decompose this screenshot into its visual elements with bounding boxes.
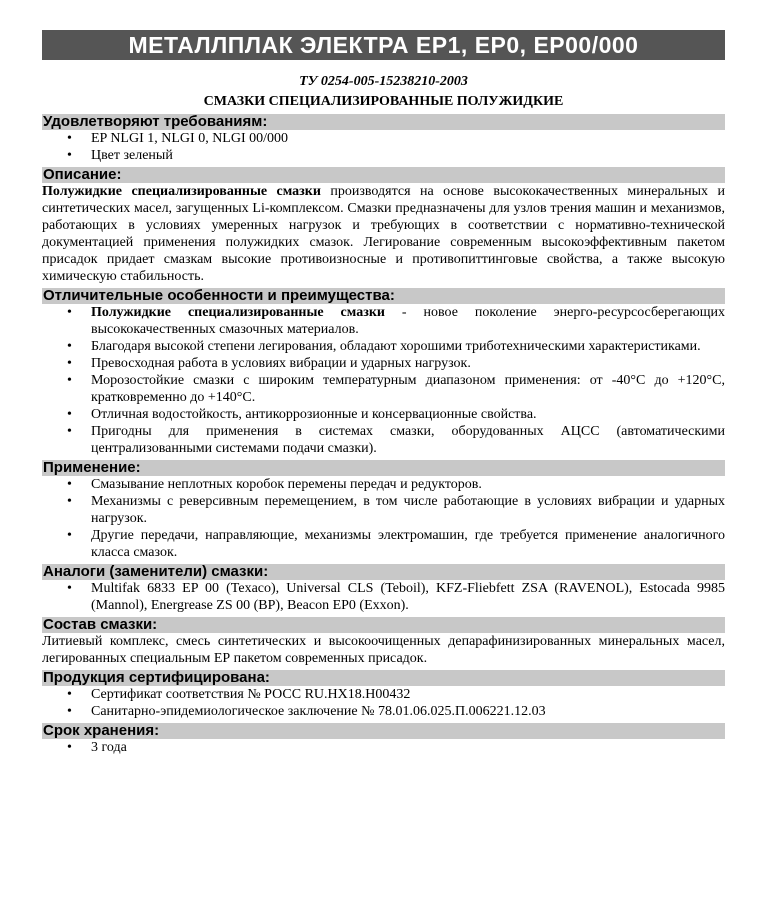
section-heading-shelf-life: Срок хранения: [42, 723, 725, 739]
spec-title: СМАЗКИ СПЕЦИАЛИЗИРОВАННЫЕ ПОЛУЖИДКИЕ [203, 94, 564, 109]
description-paragraph [42, 183, 725, 285]
list-item: • Смазывание неплотных коробок перемены передач и редукторов. [42, 476, 725, 493]
list-item: • Пригодны для применения в системах смазки, оборудованных АЦСС (автоматическими централизованными системами подачи смазки). [42, 423, 725, 457]
analogs-list [42, 580, 725, 614]
list-item: • Сертификат соответствия № РОСС RU.HX18.H00432 [42, 686, 725, 703]
list-item [42, 304, 725, 338]
section-heading-application: Применение: [42, 460, 725, 476]
list-item: • Превосходная работа в условиях вибрации и ударных нагрузок. [42, 355, 725, 372]
description-lead: Полужидкие специализированные смазки [42, 184, 321, 199]
section-heading-composition: Состав смазки: [42, 617, 725, 633]
document-title: МЕТАЛЛПЛАК ЭЛЕКТРА EP1, EP0, EP00/000 [42, 30, 725, 60]
feature-lead: Полужидкие специализированные смазки [91, 305, 385, 320]
list-item: • 3 года [42, 739, 725, 756]
list-item: • Другие передачи, направляющие, механизмы электромашин, где требуется применение аналогичного класса смазок. [42, 527, 725, 561]
list-item: • Механизмы с реверсивным перемещением, в том числе работающие в условиях вибрации и ударных нагрузок. [42, 493, 725, 527]
list-item: • Цвет зеленый [42, 147, 725, 164]
section-heading-requirements: Удовлетворяют требованиям: [42, 114, 725, 130]
description-text: производятся на основе высококачественных минеральных и синтетических масел, загущенных Li-комплексом. Смазки предназначены для узлов трения машин и механизмов, работающих в условиях умеренных нагрузок и требующих в соответствии с нормативно-технической документацией применения полужидких смазок. Легирование современным высокоэффективным пакетом присадок придает смазкам высокие противоизносные и противопиттинговые свойства, а также высокую химическую стабильность. [42, 184, 725, 284]
list-item: • Санитарно-эпидемиологическое заключение № 78.01.06.025.П.006221.12.03 [42, 703, 725, 720]
features-list [42, 304, 725, 457]
list-item: • Благодаря высокой степени легирования, обладают хорошими триботехническими характеристиками. [42, 338, 725, 355]
list-item: • Multifak 6833 EP 00 (Texaco), Universal CLS (Teboil), KFZ-Fliebfett ZSA (RAVENOL), Estocada 9985 (Mannol), Energrease ZS 00 (BP), Beacon EP0 (Exxon). [42, 580, 725, 614]
composition-paragraph: Литиевый комплекс, смесь синтетических и высокоочищенных депарафинизированных минеральных масел, легированных специальным ЕР пакетом современных присадок. [42, 634, 725, 666]
section-heading-description: Описание: [42, 167, 725, 183]
spec-code: ТУ 0254-005-15238210-2003 [299, 74, 468, 89]
certification-list [42, 686, 725, 720]
list-item: • EP NLGI 1, NLGI 0, NLGI 00/000 [42, 130, 725, 147]
section-heading-certification: Продукция сертифицирована: [42, 670, 725, 686]
requirements-list [42, 130, 725, 164]
section-heading-features: Отличительные особенности и преимущества: [42, 288, 725, 304]
document-page [42, 30, 725, 756]
shelf-life-list [42, 739, 725, 756]
list-item: • Отличная водостойкость, антикоррозионные и консервационные свойства. [42, 406, 725, 423]
feature-text: - новое поколение энерго-ресурсосберегающих высококачественных смазочных материалов. [91, 305, 726, 337]
application-list [42, 476, 725, 561]
section-heading-analogs: Аналоги (заменители) смазки: [42, 564, 725, 580]
list-item: • Морозостойкие смазки с широким температурным диапазоном применения: от -40°С до +120°С, кратковременно до +140°С. [42, 372, 725, 406]
